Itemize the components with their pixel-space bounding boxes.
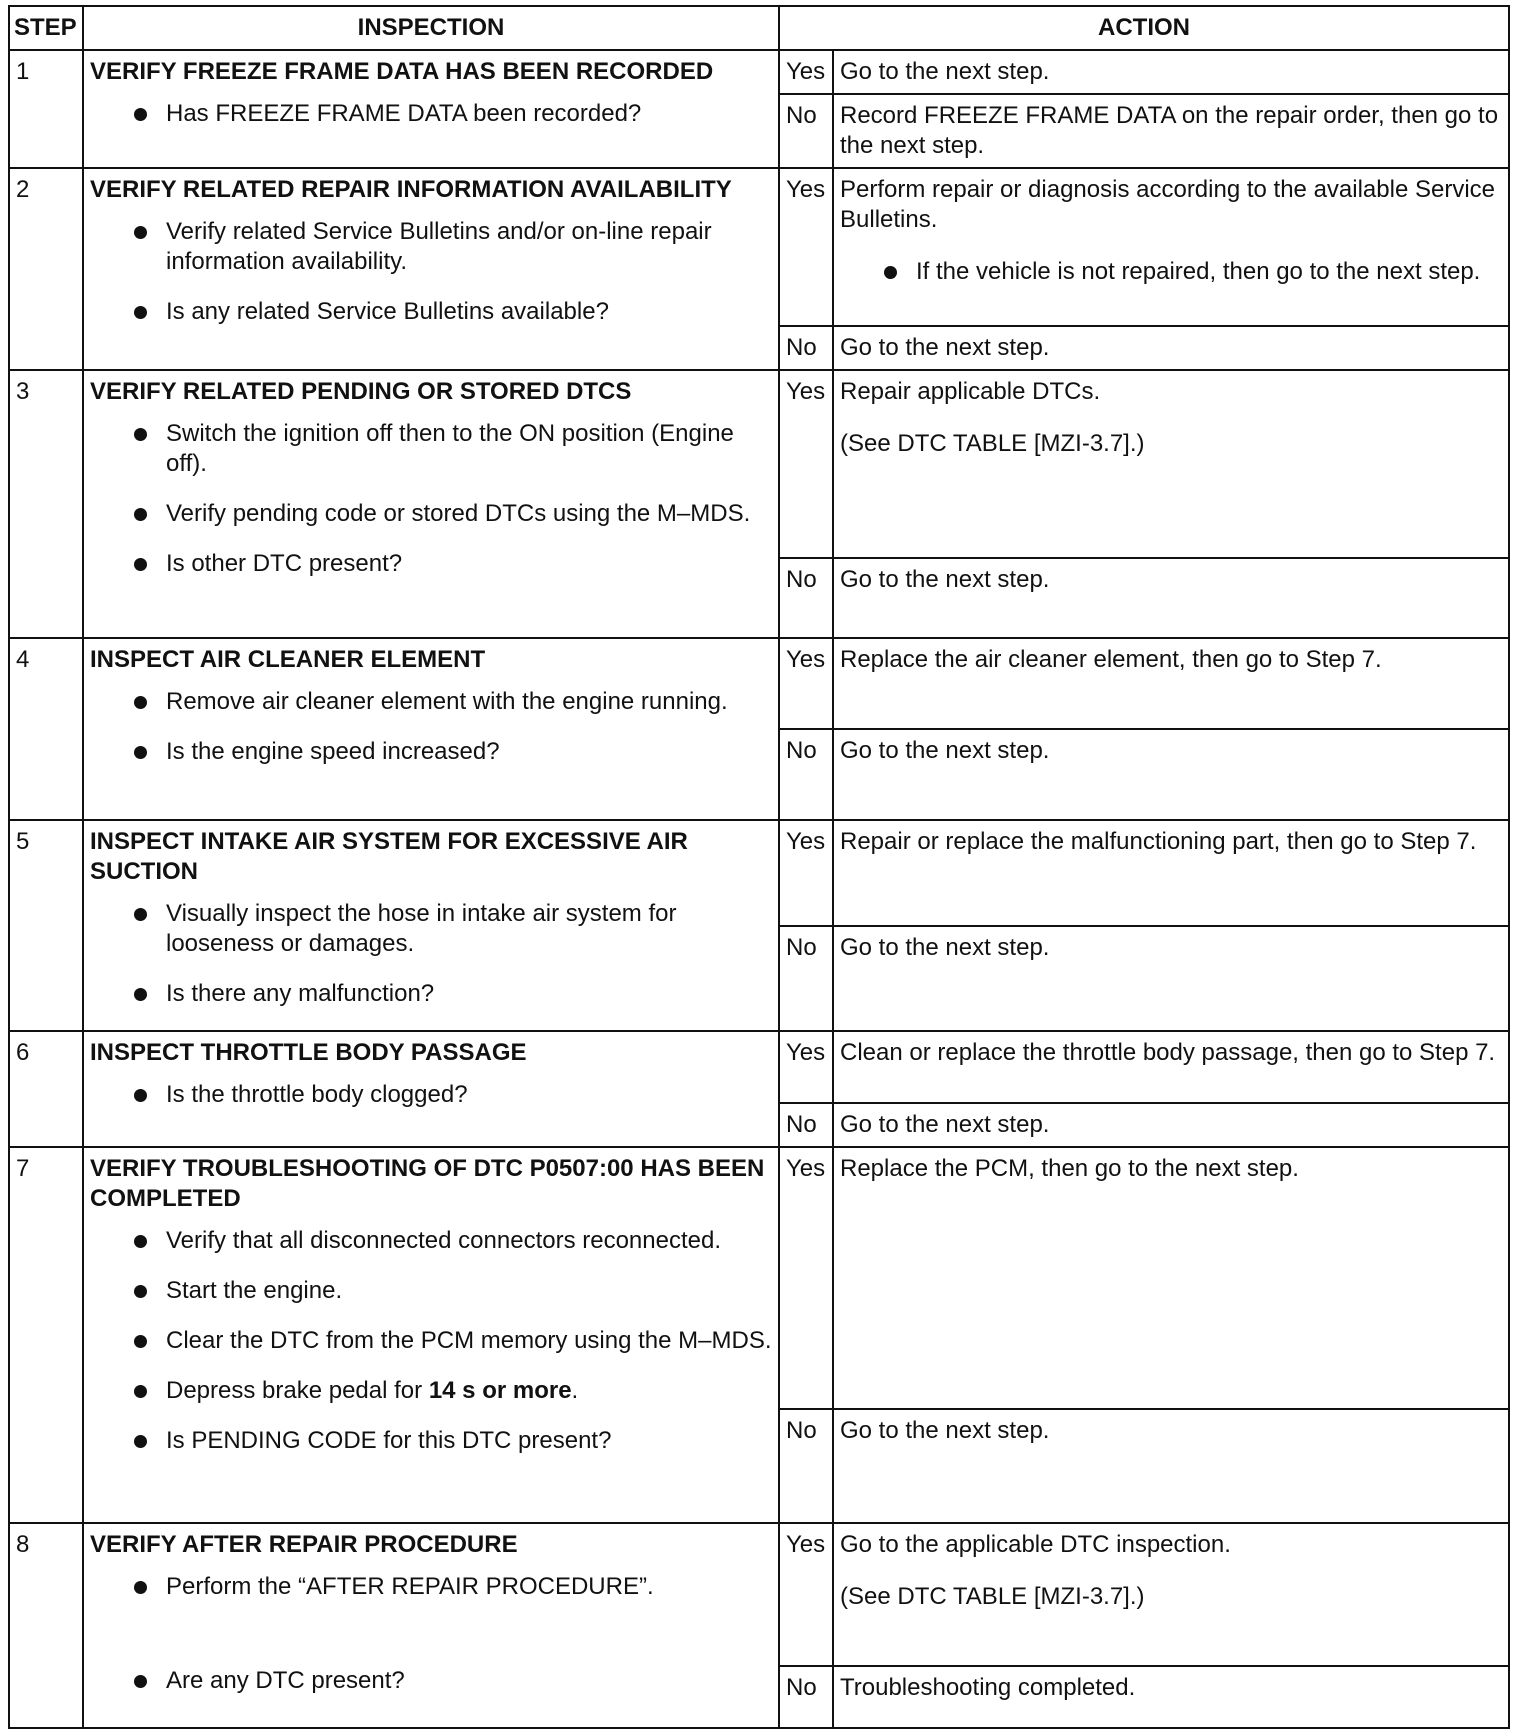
step-inspection bbox=[83, 1523, 779, 1728]
step-2-yes-row bbox=[9, 168, 1509, 326]
bullet-list bbox=[90, 1572, 772, 1696]
bullet-item: Start the engine. bbox=[166, 1276, 772, 1306]
step-inspection bbox=[83, 168, 779, 370]
brake-duration: 14 s or more bbox=[428, 1377, 572, 1404]
no-action bbox=[833, 729, 1509, 820]
bullet-list bbox=[90, 419, 772, 579]
action-text: Go to the next step. bbox=[840, 1111, 1050, 1138]
step-number: 1 bbox=[9, 50, 83, 168]
bullet-item: Is the throttle body clogged? bbox=[166, 1080, 772, 1110]
step-inspection bbox=[83, 1147, 779, 1523]
action-text: Replace the PCM, then go to the next step. bbox=[840, 1155, 1299, 1182]
bullet-item: Are any DTC present? bbox=[166, 1666, 772, 1696]
step-number: 2 bbox=[9, 168, 83, 370]
bullet-item: Visually inspect the hose in intake air system for looseness or damages. bbox=[166, 899, 772, 959]
yes-label: Yes bbox=[779, 820, 833, 926]
step-inspection bbox=[83, 50, 779, 168]
step-3-yes-row bbox=[9, 370, 1509, 558]
action-sub-list bbox=[840, 257, 1502, 287]
troubleshooting-table bbox=[8, 5, 1510, 1729]
action-text: Go to the next step. bbox=[840, 58, 1050, 85]
step-number: 5 bbox=[9, 820, 83, 1031]
action-text: Go to the next step. bbox=[840, 566, 1050, 593]
no-action bbox=[833, 558, 1509, 638]
yes-action bbox=[833, 820, 1509, 926]
bullet-item: Verify that all disconnected connectors reconnected. bbox=[166, 1226, 772, 1256]
bullet-item: Verify pending code or stored DTCs using the M–MDS. bbox=[166, 499, 772, 529]
yes-action bbox=[833, 638, 1509, 729]
step-title: INSPECT INTAKE AIR SYSTEM FOR EXCESSIVE AIR SUCTION bbox=[90, 828, 688, 885]
yes-label: Yes bbox=[779, 1147, 833, 1409]
yes-label: Yes bbox=[779, 50, 833, 94]
step-number: 4 bbox=[9, 638, 83, 820]
bullet-item: Perform the “AFTER REPAIR PROCEDURE”. bbox=[166, 1572, 772, 1602]
step-inspection bbox=[83, 638, 779, 820]
step-6-yes-row bbox=[9, 1031, 1509, 1103]
no-action bbox=[833, 1666, 1509, 1728]
step-number: 7 bbox=[9, 1147, 83, 1523]
action-text: Go to the applicable DTC inspection. bbox=[840, 1531, 1231, 1558]
yes-action bbox=[833, 370, 1509, 558]
yes-action bbox=[833, 1031, 1509, 1103]
bullet-item: Is other DTC present? bbox=[166, 549, 772, 579]
step-8-yes-row bbox=[9, 1523, 1509, 1666]
no-action bbox=[833, 94, 1509, 168]
no-label: No bbox=[779, 1666, 833, 1728]
step-title: VERIFY FREEZE FRAME DATA HAS BEEN RECORDED bbox=[90, 58, 714, 85]
action-text: Go to the next step. bbox=[840, 737, 1050, 764]
action-text: Go to the next step. bbox=[840, 934, 1050, 961]
no-label: No bbox=[779, 1409, 833, 1523]
step-title: VERIFY RELATED REPAIR INFORMATION AVAILABILITY bbox=[90, 176, 732, 203]
yes-label: Yes bbox=[779, 168, 833, 326]
yes-label: Yes bbox=[779, 1523, 833, 1666]
step-number: 6 bbox=[9, 1031, 83, 1147]
step-7-yes-row bbox=[9, 1147, 1509, 1409]
action-text: (See DTC TABLE [MZI-3.7].) bbox=[840, 1583, 1145, 1610]
yes-action bbox=[833, 1523, 1509, 1666]
no-label: No bbox=[779, 558, 833, 638]
step-number: 3 bbox=[9, 370, 83, 638]
yes-action bbox=[833, 1147, 1509, 1409]
bullet-item: Verify related Service Bulletins and/or on-line repair information availability. bbox=[166, 217, 772, 277]
action-text: Repair applicable DTCs. bbox=[840, 378, 1101, 405]
no-label: No bbox=[779, 926, 833, 1031]
header-row bbox=[9, 6, 1509, 50]
action-text: Replace the air cleaner element, then go to Step 7. bbox=[840, 646, 1382, 673]
step-5-yes-row bbox=[9, 820, 1509, 926]
step-inspection bbox=[83, 820, 779, 1031]
yes-label: Yes bbox=[779, 638, 833, 729]
no-label: No bbox=[779, 94, 833, 168]
brake-prefix: Depress brake pedal for bbox=[166, 1377, 429, 1404]
yes-action bbox=[833, 168, 1509, 326]
bullet-list bbox=[90, 1080, 772, 1110]
action-text: Perform repair or diagnosis according to the available Service Bulletins. bbox=[840, 176, 1495, 233]
action-text: Record FREEZE FRAME DATA on the repair order, then go to the next step. bbox=[840, 102, 1499, 159]
action-sub-bullet: If the vehicle is not repaired, then go to the next step. bbox=[916, 257, 1502, 287]
bullet-item: Switch the ignition off then to the ON position (Engine off). bbox=[166, 419, 772, 479]
no-action bbox=[833, 1103, 1509, 1147]
bullet-item: Is PENDING CODE for this DTC present? bbox=[166, 1426, 772, 1456]
bullet-list bbox=[90, 217, 772, 327]
step-inspection bbox=[83, 370, 779, 638]
action-text: Go to the next step. bbox=[840, 334, 1050, 361]
no-label: No bbox=[779, 729, 833, 820]
step-1-yes-row bbox=[9, 50, 1509, 94]
no-label: No bbox=[779, 326, 833, 370]
action-text: Clean or replace the throttle body passage, then go to Step 7. bbox=[840, 1039, 1496, 1066]
yes-action bbox=[833, 50, 1509, 94]
step-title: INSPECT THROTTLE BODY PASSAGE bbox=[90, 1039, 527, 1066]
bullet-item: Clear the DTC from the PCM memory using the M–MDS. bbox=[166, 1327, 772, 1354]
action-text: (See DTC TABLE [MZI-3.7].) bbox=[840, 430, 1145, 457]
bullet-item: Remove air cleaner element with the engine running. bbox=[166, 687, 772, 717]
bullet-item: Is there any malfunction? bbox=[166, 979, 772, 1009]
no-action bbox=[833, 926, 1509, 1031]
header-step: STEP bbox=[9, 6, 83, 50]
bullet-list bbox=[90, 687, 772, 767]
header-action: ACTION bbox=[779, 6, 1509, 50]
bullet-item: Is the engine speed increased? bbox=[166, 737, 772, 767]
action-text: Troubleshooting completed. bbox=[840, 1674, 1136, 1701]
yes-label: Yes bbox=[779, 370, 833, 558]
header-inspection: INSPECTION bbox=[83, 6, 779, 50]
step-number: 8 bbox=[9, 1523, 83, 1728]
no-action bbox=[833, 326, 1509, 370]
yes-label: Yes bbox=[779, 1031, 833, 1103]
step-title: VERIFY TROUBLESHOOTING OF DTC P0507:00 HAS BEEN COMPLETED bbox=[90, 1155, 765, 1212]
bullet-list bbox=[90, 99, 772, 129]
action-text: Go to the next step. bbox=[840, 1417, 1050, 1444]
bullet-list bbox=[90, 1226, 772, 1456]
bullet-item: Is any related Service Bulletins available? bbox=[166, 297, 772, 327]
step-inspection bbox=[83, 1031, 779, 1147]
no-label: No bbox=[779, 1103, 833, 1147]
bullet-item-brake bbox=[166, 1376, 772, 1406]
brake-suffix: . bbox=[571, 1377, 579, 1404]
no-action bbox=[833, 1409, 1509, 1523]
bullet-item: Has FREEZE FRAME DATA been recorded? bbox=[166, 99, 772, 129]
step-title: VERIFY AFTER REPAIR PROCEDURE bbox=[90, 1531, 518, 1558]
action-text: Repair or replace the malfunctioning part, then go to Step 7. bbox=[840, 828, 1477, 855]
step-4-yes-row bbox=[9, 638, 1509, 729]
bullet-list bbox=[90, 899, 772, 1009]
step-title: VERIFY RELATED PENDING OR STORED DTCS bbox=[90, 378, 632, 405]
step-title: INSPECT AIR CLEANER ELEMENT bbox=[90, 646, 486, 673]
